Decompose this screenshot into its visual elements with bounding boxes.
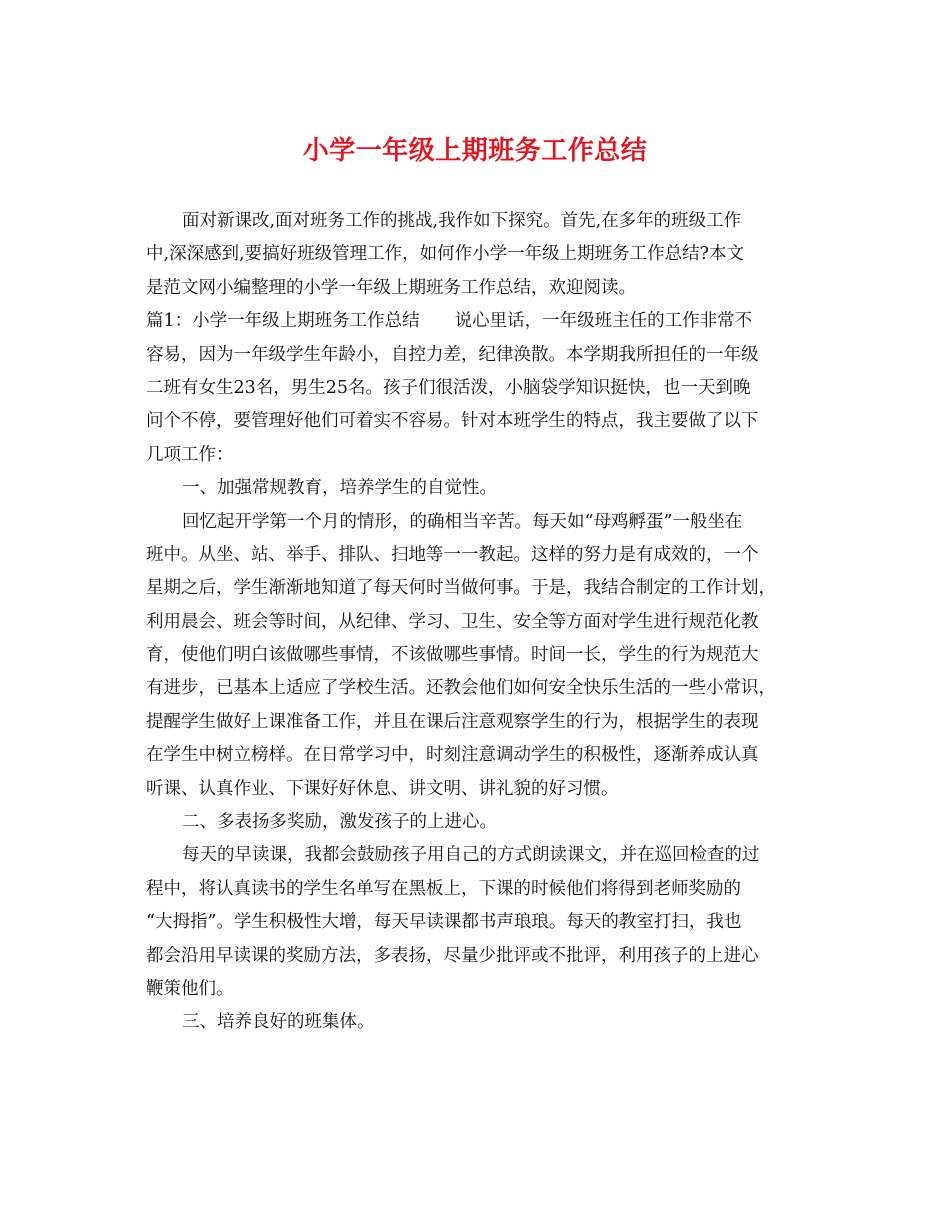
text-line: 鞭策他们。 xyxy=(146,978,234,999)
text-line: 面对新课改,面对班务工作的挑战,我作如下探究。首先,在多年的班级工作 xyxy=(182,211,742,231)
text-line: 容易，因为一年级学生年龄小，自控力差，纪律涣散。本学期我所担任的一年级 xyxy=(146,344,759,365)
text-line: 都会沿用早读课的奖励方法，多表扬，尽量少批评或不批评，利用孩子的上进心 xyxy=(146,945,759,966)
text-line: 有进步，已基本上适应了学校生活。还教会他们如何安全快乐生活的一些小常识， xyxy=(146,678,776,699)
text-line: 提醒学生做好上课准备工作，并且在课后注意观察学生的行为，根据学生的表现 xyxy=(146,711,759,732)
document-body xyxy=(146,205,806,1040)
text-line: 在学生中树立榜样。在日常学习中，时刻注意调动学生的积极性，逐渐养成认真 xyxy=(146,745,759,766)
text-line: 班中。从坐、站、举手、排队、扫地等一一教起。这样的努力是有成效的，一个 xyxy=(146,544,759,565)
text-line: 每天的早读课，我都会鼓励孩子用自己的方式朗读课文，并在巡回检查的过 xyxy=(182,845,760,866)
document-title: 小学一年级上期班务工作总结 xyxy=(302,136,648,166)
text-line: 问个不停，要管理好他们可着实不容易。针对本班学生的特点，我主要做了以下 xyxy=(146,411,759,432)
text-line: 听课、认真作业、下课好好休息、讲文明、讲礼貌的好习惯。 xyxy=(146,778,619,799)
text-line: 中,深深感到,要搞好班级管理工作，如何作小学一年级上期班务工作总结?本文 xyxy=(146,244,745,265)
text-line: 程中，将认真读书的学生名单写在黑板上，下课的时候他们将得到老师奖励的 xyxy=(146,878,741,899)
text-line: 几项工作： xyxy=(146,444,234,465)
text-line: 育，使他们明白该做哪些事情，不该做哪些事情。时间一长，学生的行为规范大 xyxy=(146,645,759,666)
text-line: “大拇指”。学生积极性大增，每天早读课都书声琅琅。每天的教室打扫，我也 xyxy=(146,912,742,933)
text-line: 利用晨会、班会等时间，从纪律、学习、卫生、安全等方面对学生进行规范化教 xyxy=(146,611,759,632)
text-line: 三、培养良好的班集体。 xyxy=(182,1012,375,1033)
text-line: 二、多表扬多奖励，激发孩子的上进心。 xyxy=(182,812,497,833)
text-line: 星期之后，学生渐渐地知道了每天何时当做何事。于是，我结合制定的工作计划， xyxy=(146,578,776,599)
text-line: 是范文网小编整理的小学一年级上期班务工作总结，欢迎阅读。 xyxy=(146,277,636,298)
text-line: 回忆起开学第一个月的情形，的确相当辛苦。每天如“母鸡孵蛋”一般坐在 xyxy=(182,511,743,532)
text-line: 一、加强常规教育，培养学生的自觉性。 xyxy=(182,478,497,499)
text-line: 二班有女生23名，男生25名。孩子们很活泼，小脑袋学知识挺快，也一天到晚 xyxy=(146,377,751,398)
text-line: 篇1：小学一年级上期班务工作总结 说心里话，一年级班主任的工作非常不 xyxy=(146,311,753,332)
